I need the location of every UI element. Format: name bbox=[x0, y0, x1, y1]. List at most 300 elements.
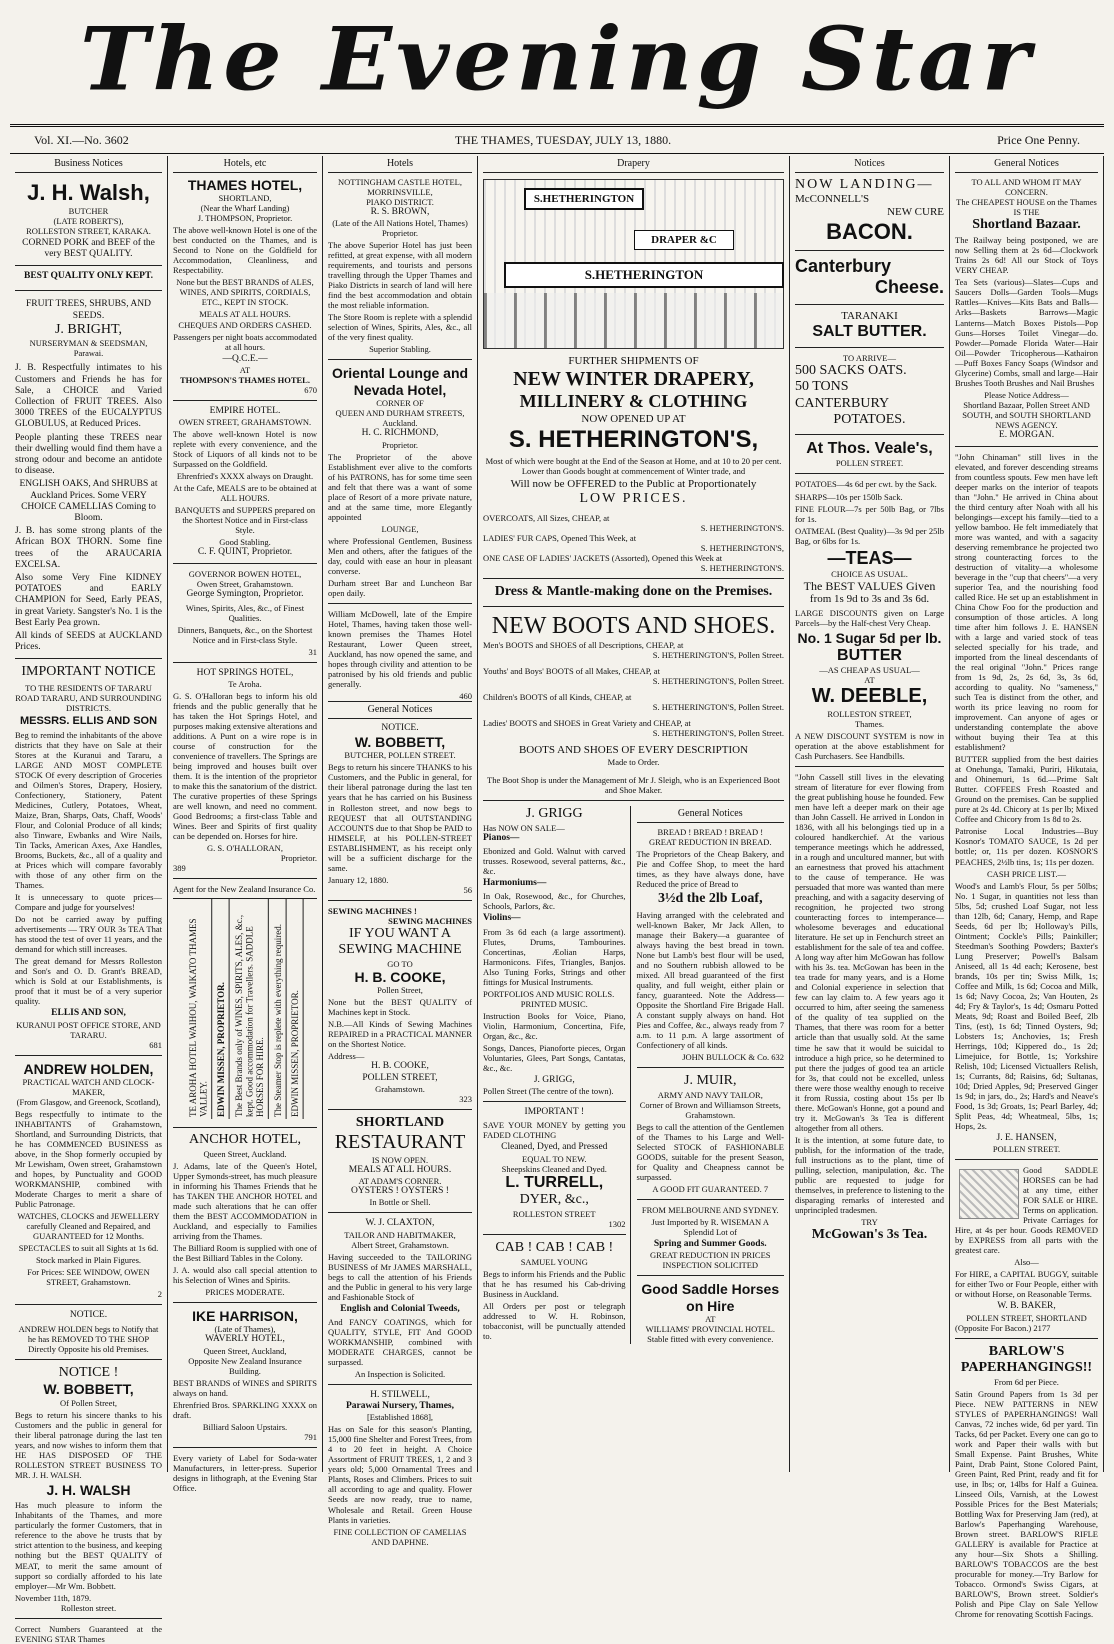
correct-numbers: Correct Numbers Guaranteed at the EVENING STAR Thames bbox=[15, 1623, 162, 1644]
wiseman-text: Just Imported by R. WISEMAN A Splendid Lot of bbox=[651, 1216, 769, 1237]
great-reduction: GREAT REDUCTION IN PRICES bbox=[650, 1250, 771, 1261]
new-cure: NEW CURE bbox=[887, 206, 944, 219]
sewing-address-label: Address— bbox=[328, 1051, 365, 1062]
canterbury: Canterbury bbox=[795, 256, 892, 277]
butter-text: BUTTER supplied from the best dairies at Onehunga, Tamaki, Puriri, Hikutaia, and Ohinemuri, 1s 6d.—Prime Salt Butter. COFFEES Fresh Roasted and Ground on the premises. Can be supplied pure at 2s 4d. Chicory at 1s per lb; Mixed Coffee and Chicory from 1s 8d to 2s. bbox=[955, 754, 1098, 825]
barlow-text: Satin Ground Papers from 1s 3d per Piece. NEW PATTERNS in NEW STYLES of PAPERHANGINGS! Wall Canvas, 72 inches wide, 6d per yard. Tin Tacks, 6d per Packet. Every one can go to work and Paper their walls with but Small Expense. Paint Brushes, White Paint, Drab Paint, Stone Colored Paint, Green Paint, Red Print, ready and fit for use, in lbs; or, 14lbs for Half a Guinea. Linseed Oils, Varnish, at the Lowest Possible Prices for the Best Materials; Bottling Wax for Preserving Jam (red), at Barlow's Paperhanging Warehouse, Brown street. BARLOW'S RIFLE GALLERY is available for Practice at any hour—Six Shots a Shilling. BARLOW'S TOBACCOS are the best procurable for money.—Try Barlow for Tobacco. Ormond's Swiss Cigars, at BARLOW'S, Brown street. Soldier's Polish and Pipe Clay on Sale Yellow Chrome for renovating Scottish Facings. bbox=[955, 1388, 1098, 1619]
patronise-text: Patronise Local Industries—Buy Kosnor's TOMATO SAUCE, 1s 2d per bottle; or, 11s per dozen. KOSNOR'S PEACHES, 2½lb tins, 1s; 11s per dozen. bbox=[955, 826, 1098, 867]
ike-opposite: Opposite New Zealand Insurance Building. bbox=[188, 1355, 302, 1376]
walsh2-name: J. H. WALSH bbox=[46, 1481, 131, 1498]
bazaar-list: Tea Sets (various)—Slates—Cups and Saucers Dolls—Garden Tools—Mugs Rattles—Knives—Kits Bats and Balls—Arks—Baskets Barrows—Magic Lanterns—Match Boxes Pistols—Pop Guns—Horses Toilet Vinegar—do. Powder—Pomade Florida Water—Hair Oil—Powder Tricopherous—Kathairon—Puff Boxes Fancy Soaps (Windsor and Glycerine) Combs, small and large—Hair Brushes Tooth Brushes and Nail Brushes bbox=[955, 277, 1098, 388]
empire-text-3: At the Cafe, MEALS are to be obtained at ALL HOURS. bbox=[173, 483, 317, 504]
cash-price-head: CASH PRICE LIST.— bbox=[987, 868, 1066, 879]
bobbett-date: January 12, 1880. bbox=[328, 874, 389, 885]
restaurant-oysters: OYSTERS ! OYSTERS ! bbox=[351, 1186, 449, 1197]
governor-text-1: Wines, Spirits, Ales, &c., of Finest Qualities. bbox=[185, 602, 305, 623]
sewing-text-2: N.B.—All Kinds of Sewing Machines REPAIRED in a PRACTICAL MANNER on the Shortest Notice. bbox=[328, 1019, 472, 1050]
morgan-name: E. MORGAN. bbox=[998, 429, 1055, 440]
turrell-trade: DYER, &c., bbox=[519, 1192, 589, 1208]
thames-sign: THOMPSON'S THAMES HOTEL. bbox=[180, 374, 310, 385]
turrell-name: L. TURRELL, bbox=[505, 1173, 604, 1191]
saddle-horses: Good Saddle Horses on Hire bbox=[641, 1281, 780, 1314]
ike-text-2: Ehrenfried Bros. SPARKLING XXXX on draft. bbox=[173, 1399, 317, 1420]
deeble-name: W. DEEBLE, bbox=[811, 685, 928, 708]
bright-text-1: J. B. Respectfully intimates to his Customers and Friends he has for Sale, a CHOICE and Varied Collection of FRUIT TREES. Also 3000 TREES of the EUCALYPTUS GLOBULUS, at Reduced Prices. bbox=[15, 363, 162, 430]
ike-text-3: Billiard Saloon Upstairs. bbox=[202, 1421, 288, 1432]
thames-meals: MEALS AT ALL HOURS. bbox=[199, 309, 291, 320]
spring-goods: Spring and Summer Goods. bbox=[653, 1238, 767, 1249]
tons-canterbury: 50 TONS CANTERBURY bbox=[795, 379, 890, 411]
bobbett-number: 56 bbox=[463, 884, 472, 895]
inspection: INSPECTION SOLICITED bbox=[662, 1260, 759, 1271]
holden-number: 2 bbox=[157, 1289, 162, 1300]
overcoats: OVERCOATS, All Sizes, CHEAP, at bbox=[483, 513, 610, 524]
ike-address: Queen Street, Auckland, bbox=[203, 1345, 287, 1356]
hansen-name: J. E. HANSEN, bbox=[996, 1132, 1057, 1143]
baker-line bbox=[955, 1323, 1098, 1333]
muir-text: Begs to call the attention of the Gentlemen of the Thames to his Large and Well-Selected STOCK of FASHIONABLE GOODS, suitable for the present Season, for Quality and Cheapness cannot be surpassed. bbox=[636, 1121, 784, 1182]
oriental-city: Auckland. bbox=[382, 418, 418, 429]
claxton-name: W. J. CLAXTON, bbox=[365, 1218, 435, 1229]
hansen-address: POLLEN STREET. bbox=[992, 1144, 1061, 1155]
sewing-number: 323 bbox=[459, 1093, 472, 1104]
bullock-sign bbox=[637, 1052, 784, 1062]
dress-making: Dress & Mantle-making done on the Premises. bbox=[494, 584, 773, 600]
empire-proprietor: C. F. QUINT, Proprietor. bbox=[197, 547, 293, 558]
walsh-late: (LATE ROBERT'S), bbox=[53, 215, 124, 226]
grigg-subcolumn bbox=[483, 806, 631, 1344]
stilwell-nursery: Parawai Nursery, Thames, bbox=[345, 1401, 454, 1412]
notice-text: ANDREW HOLDEN begs to Notify that he has REMOVED TO THE SHOP Directly Opposite his old Premises. bbox=[18, 1323, 159, 1354]
mcconnells: McCONNELL'S bbox=[795, 193, 870, 206]
fur-caps: LADIES' FUR CAPS, Opened This Week, at bbox=[483, 533, 637, 544]
winter-drapery: NEW WINTER DRAPERY, bbox=[513, 367, 754, 390]
bazaar-address: Shortland Bazaar, Pollen Street AND bbox=[963, 399, 1090, 410]
bobbett-name: W. BOBBETT, bbox=[354, 733, 446, 750]
bright-text-2: People planting these TREES near their dwelling would find them have a strong odour and become an antidote to disease. bbox=[15, 432, 162, 477]
walsh-trade: BUTCHER bbox=[68, 205, 109, 216]
store-name: S. HETHERINGTON'S, bbox=[508, 425, 759, 453]
hot-springs-place: Te Aroha. bbox=[228, 678, 262, 689]
tea-range: from 1s 9d to 3s and 3s 6d. bbox=[809, 592, 930, 605]
ellis-sign: ELLIS AND SON, bbox=[51, 1008, 126, 1019]
try: TRY bbox=[861, 1216, 878, 1227]
deeble-at: AT bbox=[864, 675, 875, 686]
boots-line-2-store: S. HETHERINGTON'S, Pollen Street. bbox=[652, 676, 784, 687]
harmoniums: Harmoniums— bbox=[483, 878, 547, 889]
melbourne-head: FROM MELBOURNE AND SYDNEY. bbox=[641, 1204, 779, 1215]
deeble-address: ROLLESTON STREET, bbox=[827, 709, 912, 719]
thames-at: AT bbox=[239, 364, 251, 375]
thames-number: 670 bbox=[304, 384, 317, 395]
pianos: Pianos— bbox=[483, 832, 520, 843]
stable: Stable fitted with every convenience. bbox=[647, 1334, 774, 1345]
dateline bbox=[10, 124, 1104, 154]
bright-place: Parawai. bbox=[73, 348, 104, 359]
ike-late: (Late of Thames), bbox=[214, 1324, 276, 1335]
further-shipments: FURTHER SHIPMENTS OF bbox=[568, 354, 699, 367]
holden-text-5: For Prices: SEE WINDOW, OWEN STREET, Grahamstown. bbox=[27, 1267, 150, 1288]
ellis-number: 681 bbox=[149, 1039, 162, 1050]
taranaki: TARANAKI bbox=[841, 309, 898, 322]
choice-usual: CHOICE AS USUAL. bbox=[831, 568, 908, 579]
thames-qce: —Q.C.E.— bbox=[222, 353, 268, 364]
flour-price: FINE FLOUR—7s per 50lb Bag, or 7lbs for 1s. bbox=[795, 503, 944, 524]
williams-hotel: WILLIAMS' PROVINCIAL HOTEL. bbox=[645, 1324, 775, 1335]
stilwell-line: FINE COLLECTION OF CAMELIAS AND DAPHNE. bbox=[333, 1526, 467, 1547]
column-subhead: General Notices bbox=[328, 701, 472, 719]
ellis-head: MESSRS. ELLIS AND SON bbox=[19, 715, 158, 727]
anchor-text-2: The Billiard Room is supplied with one of the Best Billiard Tables in the Colony. bbox=[173, 1242, 317, 1263]
ike-head: IKE HARRISON, bbox=[192, 1307, 298, 1324]
holden-text-4: Stock marked in Plain Figures. bbox=[35, 1255, 142, 1266]
grigg-has: Has NOW ON SALE— bbox=[483, 822, 565, 833]
walsh-line: CORNED PORK and BEEF of the very BEST QUALITY. bbox=[22, 237, 155, 259]
notice2-head: NOTICE ! bbox=[58, 1364, 119, 1380]
bobbett-text: Begs to return his sincere THANKS to his Customers, and the Public in general, for their liberal patronage during the last ten years that he has carried on his Business in Rolleston street, and now begs to REQUEST that all OUTSTANDING ACCOUNTS due to that Shop be PAID to HIMSELF, at his POLLEN-STREET ESTABLISHMENT, as his receipt only will be a sufficient discharge for the same. bbox=[328, 762, 472, 873]
holden-trade: PRACTICAL WATCH AND CLOCK-MAKER, bbox=[22, 1077, 155, 1098]
boots-line-3-store: S. HETHERINGTON'S, Pollen Street. bbox=[652, 702, 784, 713]
sewing-text-1: None but the BEST QUALITY of Machines kept in Stock. bbox=[328, 997, 472, 1018]
cheese: Cheese. bbox=[874, 277, 944, 298]
stilwell-established: [Established 1868], bbox=[366, 1412, 434, 1423]
column-head: Business Notices bbox=[15, 156, 162, 173]
thames-text-1: The above well-known Hotel is one of the best conducted on the Thames, and is Second to None on the Goldfield for Accommodation, Cleanliness, and Respectability. bbox=[173, 225, 317, 276]
instruction-books: Instruction Books for Voice, Piano, Violin, Harmonium, Concertina, Fife, Organ, &c., &c. bbox=[483, 1010, 626, 1041]
claxton-text-1: Having succeeded to the TAILORING BUSINESS of Mr JAMES MARSHALL, begs to call the attention of his Friends and the Public in general to his very large and Fashionable Stock of bbox=[328, 1251, 472, 1302]
hot-springs-number: 389 bbox=[173, 863, 186, 874]
opened-up: NOW OPENED UP AT bbox=[581, 412, 686, 425]
rotated-line-5: EDWIN MISSEN, PROPRIETOR. bbox=[288, 899, 304, 1119]
sharps-price: SHARPS—10s per 150lb Sack. bbox=[795, 491, 903, 502]
thames-near: (Near the Wharf Landing) bbox=[200, 203, 290, 214]
violins: Violins— bbox=[483, 913, 521, 924]
restaurant-open: IS NOW OPEN. bbox=[371, 1154, 429, 1165]
young-name: SAMUEL YOUNG bbox=[520, 1256, 588, 1267]
chinaman-text: "John Chinaman" still lives in the elevated, and forever descending streams from countless spouts. Few men have left deeper marks on the interior of teapots than "John." He arrived in China about the third century after Noah with all his belongings—except his family—tied to a yellow bamboo. He felt immediately that more was wanted, and with a sagacity deserving remembrance he projected two strong counteracting forces to the destruction of vitality—a wholesome beverage in the "cup that cheers"—a very superior Tea, and the nourishing food called Rice. He set up an establishment in China Chow Foo for the production and consumption of those articles. A long time after him follows J. E. HANSEN with a large and varied stock of teas selected specially for his trade, and imported from the lineal descendants of the real original "John." Prices range from 1s 9d, 2s, 2s 6d, 3s, 3s 6d, according to quality. No "sameness," such Tea is distinct from the other, and worth its price leaving no room for improvement. Can anyone of ages or understanding contemplate the above without buying their Tea at this establishment? bbox=[955, 451, 1098, 753]
oriental-text-3: Durham street Bar and Luncheon Bar open daily. bbox=[328, 577, 472, 598]
oriental-text-2: where Professional Gentlemen, Business Men and others, after the fatigues of the day, could with ease an hour in pleasant converse. bbox=[328, 535, 472, 576]
holden-head: ANDREW HOLDEN, bbox=[23, 1060, 154, 1077]
printed-music: PRINTED MUSIC. bbox=[520, 998, 588, 1009]
baker-address: POLLEN STREET, SHORTLAND bbox=[966, 1312, 1087, 1323]
boots-line-2: Youths' and Boys' BOOTS of all Makes, CHEAP, at bbox=[483, 666, 660, 677]
volume-number: Vol. XI.—No. 3602 bbox=[34, 132, 129, 147]
column-head: General Notices bbox=[955, 156, 1098, 173]
notice-head: NOTICE. bbox=[381, 722, 419, 733]
anchor-prices: PRICES MODERATE. bbox=[205, 1286, 285, 1297]
mcdowell-number: 460 bbox=[459, 690, 472, 701]
rotated-line-2: EDWIN MISSEN, PROPRIETOR. bbox=[214, 899, 230, 1119]
drapery-most: Most of which were bought at the End of the Season at Home, and at 10 to 20 per cent. Lower than Goods bought at commencement of Winter trade, and bbox=[485, 455, 782, 476]
newspaper-title: The Evening Star bbox=[79, 7, 1035, 111]
column-head: Hotels bbox=[328, 156, 472, 173]
cleaned-dyed: Cleaned, Dyed, and Pressed bbox=[501, 1142, 608, 1153]
fit-number: 7 bbox=[763, 1183, 769, 1194]
governor-head: GOVERNOR BOWEN HOTEL, bbox=[188, 569, 302, 580]
bread-text-1: The Proprietors of the Cheap Bakery, and Pie and Coffee Shop, to meet the hard times, as they have always done, have Reduced the price of Bread to bbox=[636, 849, 784, 890]
walsh2-address: Rolleston street. bbox=[60, 1602, 117, 1613]
anchor-text-1: J. Adams, late of the Queen's Hotel, Upper Symonds-street, has much pleasure in informing his Thames Friends that he has TAKEN THE ANCHOR HOTEL and made such alterations that he can offer them the BEST ACCOMMODATION in Auckland, and especially to Families arriving from the Thames. bbox=[173, 1160, 317, 1241]
sewing-name-2: H. B. COOKE, bbox=[371, 1061, 429, 1072]
fur-caps-store: S. HETHERINGTON'S, bbox=[700, 543, 784, 554]
nottingham-head: NOTTINGHAM CASTLE HOTEL, bbox=[338, 176, 462, 187]
bullock-name: JOHN BULLOCK & Co. bbox=[682, 1052, 770, 1063]
thames-place: SHORTLAND, bbox=[218, 193, 272, 204]
oriental-corner: CORNER OF bbox=[376, 398, 424, 409]
oriental-lounge: LOUNGE, bbox=[381, 523, 419, 534]
mcgowans-tea: McGowan's 3s Tea. bbox=[811, 1226, 928, 1242]
rotated-line-4: The Steamer Stop is replete with everything required. bbox=[271, 899, 287, 1119]
sewing-head-2: SEWING MACHINES bbox=[388, 915, 472, 926]
baker-opposite: (Opposite For Bacon.) bbox=[955, 1322, 1032, 1333]
column-head: Hotels, etc bbox=[173, 156, 317, 173]
empire-stabling: Good Stabling. bbox=[219, 537, 271, 548]
thames-cheques: CHEQUES AND ORDERS CASHED. bbox=[178, 319, 312, 330]
stilwell-name: H. STILWELL, bbox=[370, 1389, 430, 1400]
barlow-from: From 6d per Piece. bbox=[994, 1376, 1059, 1387]
store-sign-top: S.HETHERINGTON bbox=[524, 188, 644, 210]
sewing-goto: GO TO bbox=[387, 958, 413, 969]
pianos-text: Ebonized and Gold. Walnut with carved trusses. Rosewood, several patterns, &c., &c. bbox=[483, 846, 626, 877]
bright-text-5: Also some Very Fine KIDNEY POTATOES and EARLY CHAMPION for Seed, Early PEAS, in great Variety. Sangster's No. 1 is the Best Early Pea grown. bbox=[15, 573, 162, 628]
column-head: Notices bbox=[795, 156, 944, 173]
sheepskins: Sheepskins Cleaned and Dyed. bbox=[501, 1163, 607, 1174]
also: Also— bbox=[1014, 1257, 1039, 1268]
walsh2-text: Has much pleasure to inform the Inhabitants of the Thames, and more particularly the former Customers, that in reference to the above he trusts that by strict attention to the business, and keeping nothing but the BEST QUALITY of MEAT, to merit the same amount of support so cordially afforded to his late employer—Mr Wm. Bobbett. bbox=[15, 1500, 162, 1591]
veale: At Thos. Veale's, bbox=[806, 439, 933, 457]
hot-springs-text: G. S. O'Halloran begs to inform his old friends and the public generally that he has taken the Hot Springs Hotel, and purposes making extensive alterations and additions. A Punt on a wire rope is in course of construction for the convenience of travellers. The Springs are being improved and houses built over them. It is the intention of the proprietor to make this the sanatorium of the district. The curative properties of these Springs are well known, and need no comment. Good Bedrooms; a first-class Table and Wines. Beer and Spirits of first quality can be depended on. Horses for hire. bbox=[173, 690, 317, 842]
walsh2-date: November 11th, 1879. bbox=[15, 1592, 92, 1603]
ellis-text-3: Do not be carried away by puffing advertisements — TRY OUR 3s TEA That has stood the test of over 11 years, and the demand for which still increases. bbox=[15, 914, 162, 955]
thames-text-2: None but the BEST BRANDS of ALES, WINES, AND SPIRITS, CORDIALS, ETC., KEPT IN STOCK. bbox=[176, 277, 314, 308]
nottingham-stabling: Superior Stabling. bbox=[369, 344, 431, 355]
restaurant-head-1: SHORTLAND bbox=[355, 1114, 445, 1130]
thames-hotel-head: THAMES HOTEL, bbox=[187, 176, 303, 193]
bright-text-3: ENGLISH OAKS, And SHRUBS at Auckland Prices. Some VERY CHOICE CAMELLIAS Coming to Bloom. bbox=[19, 479, 158, 523]
governor-number: 31 bbox=[308, 646, 317, 657]
claxton-address: Albert Street, Grahamstown. bbox=[351, 1239, 449, 1250]
agent-line: Agent for the New Zealand Insurance Co. bbox=[173, 884, 316, 895]
cassell-text-2: It is the intention, at some future date, to publish, for the information of the trade, full instructions as to the plant, time of pulling, selection, manipulation, &c. The public are requested to judge for themselves, in preference to listening to the disparaging remarks of interested and unprincipled tradesmen. bbox=[795, 1134, 944, 1215]
grigg-address: Pollen Street (The centre of the town). bbox=[483, 1086, 614, 1097]
claxton-inspection: An Inspection is Solicited. bbox=[354, 1368, 446, 1379]
cheapest-house: The CHEAPEST HOUSE on the Thames IS THE bbox=[956, 196, 1097, 217]
cash-price-list: Wood's and Lamb's Flour, 5s per 50lbs; No. 1 Sugar, in quantities not less than 5lbs, 5d; crushed Loaf Sugar, not less than 12lb, 6d; Canary, Hemp, and Rape Seeds, 6d per lb; Holloway's Pills, Ointment; Cockle's Pills; Painkiller; Steedman's Soothing Powders; Baxter's Lung Preserver; Powell's Balsam Aniseed, all 1s 4d each; Kerosene, best brands, 10s per tin; Swiss Milk, 1s; Coffee and Milk, 1s 6d; Cocoa and Milk, 1s 6d; Navy Cocoa, 2s; Van Houten, 2s 4d; Fry & Taylor's, 1s 4d; Osmaru Potted Meats, 9d; Roast and Boiled Beef, 2lb Tins, (est), 1s 6d; Tinned Oysters, 9d; Lobsters 1s; Anchovies, 1s; Fresh Herrings, 10d; Kippered do., 1s 2d; Limejuice, for Bottle, 1s; Yorkshire Relish, 10d; Licensed Victuallers Relish, 1s; Currants, 8d; Raisins, 6d; Sultanas, 10d; Dried Apples, 9d; Preserved Ginger 1s 9d; in jars, do., 2s; Hard's and Neave's Food, 1s 3d; Groats, 1s; Pearl Barley, 4d; Split Peas, 4d; Wheatmeal, 5lbs, 1s; Hops, 2s. bbox=[955, 880, 1098, 1131]
ellis-text-2: It is unnecessary to quote prices—Compare and judge for yourselves! bbox=[15, 892, 162, 913]
walsh-best: BEST QUALITY ONLY KEPT. bbox=[24, 271, 153, 282]
thames-proprietor: J. THOMPSON, Proprietor. bbox=[197, 213, 293, 224]
bobbett-name: W. BOBBETT, bbox=[43, 1381, 134, 1398]
ike-text-1: BEST BRANDS of WINES and SPIRITS always on hand. bbox=[173, 1377, 317, 1398]
bullock-number: 632 bbox=[771, 1052, 784, 1063]
save-money: SAVE YOUR MONEY by getting you FADED CLOTHING bbox=[483, 1120, 626, 1141]
nottingham-text-2: The Store Room is replete with a splendid selection of Wines, Spirits, Ales, &c., all of the very finest quality. bbox=[328, 312, 472, 343]
barlow-head: BARLOW'S PAPERHANGINGS!! bbox=[960, 1343, 1093, 1376]
news-agency: SOUTH, and SOUTH SHORTLAND NEWS AGENCY. bbox=[962, 409, 1091, 430]
masthead bbox=[0, 0, 1114, 118]
to-all: TO ALL AND WHOM IT MAY CONCERN. bbox=[971, 176, 1082, 197]
violins-text: From 3s 6d each (a large assortment). Flutes, Drums, Tambourines. Concertinas, Æolian Harps, Harmonicons. Fifes, Triangles, Banjos. Also Tuning Forks, Strings and other fittings for Musical Instruments. bbox=[483, 926, 626, 987]
nottingham-late: (Late of the All Nations Hotel, Thames) Proprietor. bbox=[332, 218, 468, 239]
thames-passengers: Passengers per night boats accommodated at all hours. bbox=[173, 331, 317, 352]
walsh-name: J. H. Walsh, bbox=[27, 179, 150, 205]
bacon: BACON. bbox=[826, 219, 913, 245]
grigg-name: J. GRIGG bbox=[525, 806, 583, 822]
important: IMPORTANT ! bbox=[524, 1107, 584, 1118]
to-arrive: TO ARRIVE— bbox=[843, 352, 896, 363]
notice-head: NOTICE. bbox=[69, 1310, 108, 1321]
rotated-line-3: The Best Brands only of WINES, SPIRITS, ALES, &c., kept. Good accommodation for Travellers. SADDLE HORSES FOR HIRE. bbox=[232, 899, 269, 1119]
anchor-text-3: J. A. would also call special attention to his Selection of Wines and Spirits. bbox=[173, 1264, 317, 1285]
jackets-store: S. HETHERINGTON'S. bbox=[700, 563, 784, 574]
salt-butter: SALT BUTTER. bbox=[812, 322, 927, 340]
discount-system: A NEW DISCOUNT SYSTEM is now in operation at the above establishment for Cash Purchasers. See Handbills. bbox=[795, 731, 944, 762]
important-notice-head: IMPORTANT NOTICE bbox=[21, 664, 156, 680]
holden-text-1: Begs respectfully to intimate to the INHABITANTS of Grahamstown, Shortland, and Surrounding Districts, that he has COMMENCED BUSINESS as above, in the Shop formerly occupied by Mr Lewisham, Owen street, Grahamstown and hopes, by Punctuality and GOOD WORKMANSHIP, combined with Moderate Charges to merit a share of Public Patronage. bbox=[15, 1109, 162, 1210]
cab-head: CAB ! CAB ! CAB ! bbox=[495, 1240, 614, 1255]
boots-head: NEW BOOTS AND SHOES. bbox=[491, 613, 776, 639]
holden-text-3: SPECTACLES to suit all Sights at 1s 6d. bbox=[18, 1243, 159, 1254]
turrell-number: 1302 bbox=[608, 1218, 626, 1229]
ellis-text-1: Beg to remind the inhabitants of the above districts that they have on Sale at their Stores at the Kuranui and Tararu, a LARGE AND MOST COMPLETE STOCK Of every description of Groceries and Oilmen's Stores, Drapery, Hosiery, Confectionery, Stationery, Patent Medicines, Cutlery, Potatoes, Wheat, Maize, Bran, Sharps, Oats, Chaff, Woods' Flour, and Colonial Produce of all kinds; also Tinware, Ewbanks and Wire Nails, Tin Tacks, American Axes, Axe Handles, Brooms, Buckets, &c., all of a quality and at Prices which will compare favorably with those of any other firm on the Thames. bbox=[15, 729, 162, 891]
boots-line-1: Men's BOOTS and SHOES of all Descriptions, CHEAP, at bbox=[483, 640, 684, 651]
restaurant-head-2: RESTAURANT bbox=[334, 1131, 466, 1154]
column-general-notices bbox=[950, 156, 1104, 1619]
holden-from: (From Glasgow, and Greenock, Scotland), bbox=[16, 1097, 161, 1108]
bread-head: BREAD ! BREAD ! BREAD ! bbox=[657, 827, 764, 838]
walsh-address: ROLLESTON STREET, KARAKA. bbox=[26, 225, 151, 236]
best-values: The BEST VALUES Given bbox=[803, 578, 936, 593]
nottingham-text-1: The above Superior Hotel has just been refitted, at great expense, with all modern requirements, and tourists and persons travelling through the Upper Thames and Piako Districts in search of land will here find the best accommodation and obtain the most reliable information. bbox=[328, 240, 472, 311]
column-head: Drapery bbox=[483, 156, 784, 173]
portfolios: PORTFOLIOS AND MUSIC ROLLS. bbox=[483, 988, 615, 999]
sugar: No. 1 Sugar 5d per lb. bbox=[797, 629, 942, 646]
fit-guaranteed: A GOOD FIT GUARANTEED. bbox=[652, 1183, 762, 1194]
sewing-address: Pollen Street, bbox=[377, 985, 423, 996]
hot-springs-head: HOT SPRINGS HOTEL, bbox=[196, 667, 294, 678]
empire-text-2: Ehrenfried's XXXX always on Draught. bbox=[176, 471, 314, 482]
horse-cart-illustration bbox=[959, 1169, 1019, 1219]
te-aroha-rotated-ad bbox=[173, 898, 317, 1128]
important-notice-to: TO THE RESIDENTS OF TARARU ROAD TARARU, AND SURROUNDING DISTRICTS. bbox=[15, 682, 162, 713]
teas: —TEAS— bbox=[827, 547, 912, 568]
anchor-address: Queen Street, Auckland. bbox=[203, 1148, 287, 1159]
bright-text-4: J. B. has some strong plants of the African BOX THORN. Some fine trees of the ARAUCARIA EXCELSA. bbox=[15, 526, 162, 570]
ellis-address: KURANUI POST OFFICE STORE, AND TARARU. bbox=[16, 1019, 161, 1040]
governor-proprietor: George Symington, Proprietor. bbox=[186, 589, 304, 600]
mcdowell-text: William McDowell, late of the Empire Hotel, Thames, having taken those well-known premises the Thames Hotel Restaurant, Lower Queen street, Auckland, has now opened the same, and hopes through civility and attention to be patronised by his old friends and public generally. bbox=[328, 608, 472, 689]
cassell-text: "John Cassell still lives in the elevating stream of literature for ever flowing from the great publishing house he founded. Few men have left a deeper mark on their age than John Cassell. He arrived in London in 1836, with all his belongings tied up in a coloured handkerchief. At the various temperance meetings which he addressed, in a rough and uncultured manner, but with an earnestness that proved his attachment to the cause of temperance. He was persuaded that more was wanted than mere preaching, and with a sagacity deserving of recognition, he projected two strong counteracting forces to intemperance—wholesome beverages and educational literature. He set up in Fenchurch street an establishment for the sale of tea and coffee. A long way after him McGowan has follow with his 3s. tea. McGowan has been in the tea trade for many years, and is a Home and Colonial experience in selection that few can lay claim to. A few years ago it occurred to him, after seeing the sameness of the quality of tea supplied on the Thames, that there was room for a better article than that usually sold. At the same time he saw that it would be suicidal to introduce a high price, so he determined to put there the judges of good tea an article for 3s, that could not be excelled, unless there were those wealthy enough to receive it from Russia, costing about 15s per lb there. McGowan's Honne, got a pound and try it. McGowan's 3s Tea is different altogether from all others. bbox=[795, 772, 944, 1133]
rotated-line-1: TE AROHA HOTEL WAIHOU, WAIKATO THAMES VALLEY. bbox=[186, 899, 212, 1119]
overcoats-store: S. HETHERINGTON'S. bbox=[700, 523, 784, 534]
low-prices: LOW PRICES. bbox=[579, 490, 688, 506]
hot-springs-sign: G. S. O'HALLORAN, bbox=[207, 843, 283, 854]
claxton-cloth: English and Colonial Tweeds, bbox=[340, 1303, 460, 1314]
sewing-city: Grahamstown. bbox=[375, 1083, 425, 1094]
oriental-proprietor: Proprietor. bbox=[381, 439, 419, 450]
saddle-text: Good SADDLE HORSES can be had at any time, either FOR SALE or HIRE. Terms on application. Private Carriages for Hire, at 4s per hour. Goods REMOVED by EXPRESS from all parts with the greatest care. bbox=[955, 1165, 1098, 1256]
labels-ad: Every variety of Label for Soda-water Manufacturers, in letter-press. Superior designs in lithograph, at the Evening Star Office. bbox=[173, 1452, 317, 1493]
nottingham-place: MORRINSVILLE, bbox=[367, 186, 433, 197]
price: Price One Penny. bbox=[997, 132, 1080, 147]
millinery: MILLINERY & CLOTHING bbox=[519, 391, 748, 412]
sewing-address-2: POLLEN STREET, bbox=[362, 1072, 438, 1083]
stilwell-text: Has on Sale for this season's Planting, 15,000 fine Shelter and Forest Trees, from 4 to 20 feet in height. A Choice Assortment of FRUIT TREES, 1, 2 and 3 years old; 5,000 Ornamental Trees and Plants, Roses and Climbers. Prices to suit all according to age and quality. Flower Seeds are now ready, true to name, Wholesale and Retail. Green House Plants in varieties. bbox=[328, 1424, 473, 1525]
hot-springs-proprietor: Proprietor. bbox=[280, 853, 317, 864]
empire-head: EMPIRE HOTEL. bbox=[209, 405, 281, 416]
sacks-oats: 500 SACKS OATS. bbox=[795, 362, 907, 378]
nottingham-district: PIAKO DISTRICT. bbox=[366, 196, 434, 207]
muir-trade: ARMY AND NAVY TAILOR, bbox=[657, 1089, 763, 1100]
restaurant-bottle: In Bottle or Shell. bbox=[369, 1197, 431, 1208]
restaurant-meals: MEALS AT ALL HOURS. bbox=[348, 1164, 452, 1175]
governor-text-2: Dinners, Banquets, &c., on the Shortest Notice and in First-class Style. bbox=[177, 624, 313, 645]
column-drapery bbox=[478, 156, 790, 1472]
boots-line-1-store: S. HETHERINGTON'S, Pollen Street. bbox=[652, 650, 784, 661]
sewing-head-1: SEWING MACHINES ! bbox=[328, 905, 417, 916]
anchor-head: ANCHOR HOTEL, bbox=[189, 1132, 301, 1148]
bright-trade: NURSERYMAN & SEEDSMAN, bbox=[29, 338, 148, 349]
turrell-address: ROLLESTON STREET bbox=[512, 1208, 596, 1219]
bobbett-address: BUTCHER, POLLEN STREET. bbox=[344, 750, 456, 761]
store-illustration bbox=[483, 179, 784, 349]
bread-text-2: Having arranged with the celebrated and well-known Baker, Mr Jack Allen, to manage their Bakery—a guarantee of always having the best bread in town. None but Lamb's best flour will be used, and no Southern rubbish allowed to be mixed. All bread guaranteed of the first quality, and full weight, either plain or fancy, guaranteed. Note the Address—Opposite the Shortland Fire Brigade Hall. A constant supply always on hand. Hot Pies and Coffee, &c., always ready from 7 a.m. to 11 p.m. A large assortment of Confectionery of all kinds. bbox=[636, 909, 784, 1051]
sewing-name: H. B. COOKE, bbox=[354, 968, 446, 985]
governor-address: Owen Street, Grahamstown. bbox=[196, 579, 294, 590]
store-sign-draper: DRAPER &C bbox=[634, 230, 734, 250]
loaf-price: 3½d the 2lb Loaf, bbox=[657, 891, 763, 907]
muir-name: J. MUIR, bbox=[684, 1073, 737, 1089]
place-date: THE THAMES, TUESDAY, JULY 13, 1880. bbox=[454, 132, 672, 147]
bobbett-of: Of Pollen Street, bbox=[60, 1397, 117, 1408]
young-text-1: Begs to inform his Friends and the Public that he has resumed his Cab-driving Business in Auckland. bbox=[483, 1268, 626, 1299]
bazaar-text: The Railway being postponed, we are now Selling them at 2s 6d—Clockwork Trains 2s 6d! All our Stock of Toys VERY CHEAP. bbox=[955, 235, 1098, 276]
bright-text-6: All kinds of SEEDS at AUCKLAND Prices. bbox=[15, 631, 162, 653]
nottingham-proprietor: R. S. BROWN, bbox=[370, 206, 430, 217]
oriental-head: Oriental Lounge and Nevada Hotel, bbox=[331, 365, 469, 398]
column-business-notices bbox=[10, 156, 168, 1644]
claxton-trade: TAILOR AND HABITMAKER, bbox=[344, 1229, 456, 1240]
potatoes: POTATOES. bbox=[833, 412, 906, 428]
large-discounts: LARGE DISCOUNTS given on Large Parcels—by the Half-chest Very Cheap. bbox=[795, 607, 944, 628]
buggy-text: For HIRE, a CAPITAL BUGGY, suitable for either Two or Four People, either with or without Horse, on Reasonable Terms. bbox=[955, 1269, 1098, 1300]
potatoes-price: POTATOES—4s 6d per cwt. by the Sack. bbox=[795, 479, 937, 490]
column-notices bbox=[790, 156, 950, 1472]
bread-reduction: GREAT REDUCTION IN BREAD. bbox=[648, 837, 772, 848]
baker-name: W. B. BAKER, bbox=[997, 1301, 1056, 1312]
boots-management: The Boot Shop is under the Management of Mr J. Sleigh, who is an Experienced Boot and Shoe Maker. bbox=[487, 775, 780, 796]
songs: Songs, Dances, Pianoforte pieces, Organ Voluntaries, Glees, Part Songs, Cantatas, &c., &c. bbox=[483, 1042, 626, 1073]
ellis-text-4: The great demand for Messrs Rolleston and Son's and O. D. Grant's BREAD, which is Sold at our Establishments, is proof that it must be of a very superior quality. bbox=[15, 956, 162, 1007]
oriental-text-1: The Proprietor of the above Establishment ever alive to the comforts of his PATRONS, has for some time seen and felt that there was a want of some place of Resort of a more private nature, and at the same time, more Elegantly appointed bbox=[328, 451, 472, 522]
empire-text-4: BANQUETS and SUPPERS prepared on the Shortest Notice and in First-class Style. bbox=[174, 505, 316, 536]
general-notices-subcolumn bbox=[637, 806, 784, 1344]
empire-text-1: The above well-known Hotel is now replete with every convenience, and the Stock of Liquors of all kinds not to be Surpassed on the Goldfield. bbox=[173, 429, 317, 470]
veale-address: POLLEN STREET. bbox=[835, 458, 904, 469]
restaurant-at: AT ADAM'S CORNER. bbox=[358, 1176, 442, 1187]
cheap-usual: —AS CHEAP AS USUAL— bbox=[819, 665, 920, 676]
oriental-proprietor-name: H. C. RICHMOND, bbox=[361, 428, 439, 439]
drapery-will: Will now be OFFERED to the Public at Proportionately bbox=[510, 477, 757, 490]
boots-line-3: Children's BOOTS of all Kinds, CHEAP, at bbox=[483, 692, 632, 703]
bobbett-text: Begs to return his sincere thanks to his Customers and the public in general for their liberal patronage during the last ten years, and now wishes to inform them that HE HAS DISPOSED OF THE ROLLESTON STREET BUSINESS TO MR. J. H. WALSH. bbox=[15, 1409, 162, 1480]
oatmeal-price: OATMEAL (Best Quality)—3s 9d per 25lb Bag, or 6lbs for 1s. bbox=[795, 525, 944, 546]
empire-address: OWEN STREET, GRAHAMSTOWN. bbox=[178, 417, 312, 427]
ike-number: 791 bbox=[304, 1431, 317, 1442]
saddle-at: AT bbox=[705, 1314, 716, 1325]
store-sign-main: S.HETHERINGTON bbox=[504, 262, 784, 288]
